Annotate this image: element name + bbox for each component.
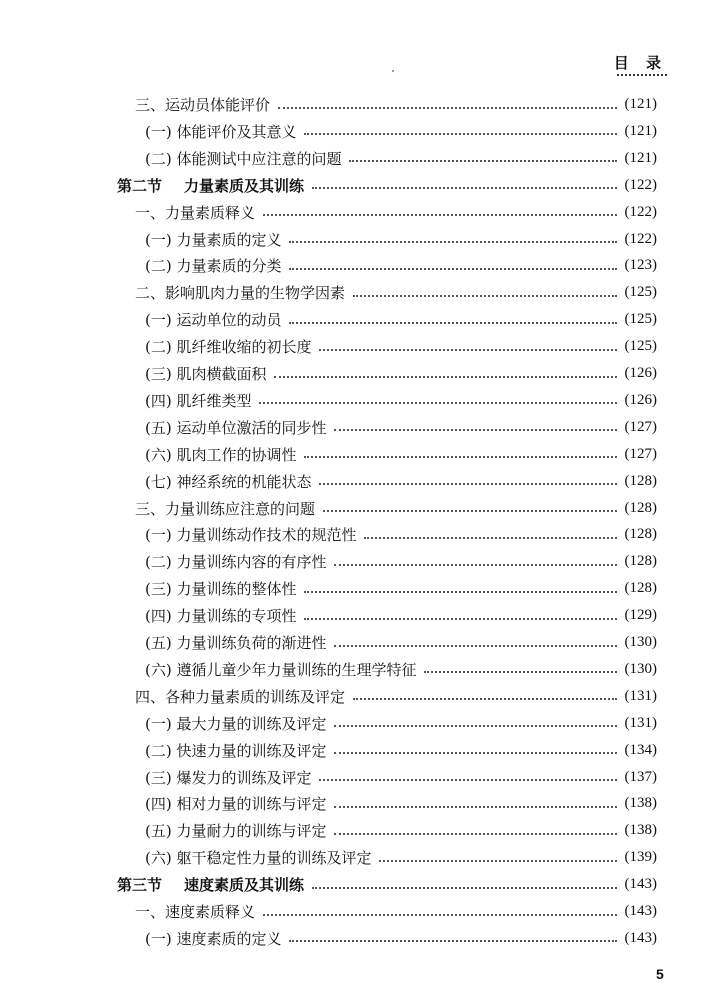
toc-entry — [145, 656, 657, 683]
toc-entry-title — [117, 874, 304, 895]
toc-dot-leader — [319, 349, 616, 351]
toc-entry — [145, 252, 657, 279]
toc-entry-title — [145, 793, 326, 814]
toc-dot-leader — [349, 160, 616, 162]
toc-entry-title — [145, 336, 311, 357]
toc-entry-title — [117, 175, 304, 196]
toc-entry-label: 三、运动员体能评价 — [135, 96, 271, 114]
toc-entry-page: (134) — [624, 741, 657, 758]
toc-entry-page: (127) — [624, 418, 657, 435]
toc-entry — [145, 468, 657, 495]
toc-entry-title — [135, 282, 345, 303]
toc-entry-page: (139) — [624, 849, 657, 866]
toc-entry-title — [145, 713, 326, 734]
toc-entry-title — [145, 740, 326, 761]
toc-dot-leader — [323, 510, 616, 512]
toc-entry — [145, 710, 657, 737]
toc-entry-title — [145, 471, 311, 492]
toc-dot-leader — [353, 698, 616, 700]
toc-entry-label: (四) 力量训练的专项性 — [145, 607, 297, 626]
toc-entry-label: (五) 力量训练负荷的渐进性 — [145, 634, 327, 652]
toc-entry — [145, 387, 657, 414]
toc-entry — [145, 521, 657, 548]
toc-entry-title — [145, 928, 281, 949]
toc-dot-leader — [278, 107, 616, 109]
toc-entry — [145, 306, 657, 333]
toc-entry-page: (138) — [624, 822, 657, 839]
toc-entry-label: 四、各种力量素质的训练及评定 — [135, 687, 346, 706]
toc-entry — [145, 118, 657, 145]
toc-dot-leader — [304, 618, 616, 620]
toc-entry — [135, 279, 657, 306]
toc-entry — [145, 226, 657, 253]
toc-entry-label: 速度素质及其训练 — [184, 876, 305, 895]
toc-entry-label: 一、力量素质释义 — [135, 203, 256, 222]
toc-entry-page: (137) — [624, 768, 657, 785]
toc-entry — [145, 360, 657, 387]
toc-dot-leader — [289, 268, 616, 270]
toc-dot-leader — [259, 402, 616, 404]
toc-entry-title — [135, 94, 270, 115]
toc-dot-leader — [319, 779, 616, 781]
toc-entry-label: (六) 躯干稳定性力量的训练及评定 — [145, 849, 372, 868]
toc-dot-leader — [263, 214, 616, 216]
toc-entry-label: 二、影响肌肉力量的生物学因素 — [135, 284, 346, 303]
toc-entry-page: (143) — [624, 903, 657, 919]
toc-entry-title — [145, 767, 311, 788]
toc-entry-title — [145, 847, 371, 868]
toc-entry-title — [145, 444, 296, 465]
toc-entry-page: (130) — [624, 634, 657, 650]
toc-entry-title — [135, 901, 255, 922]
toc-entry — [135, 683, 657, 710]
toc-entry-title — [145, 309, 281, 330]
toc-entry-label: (五) 运动单位激活的同步性 — [145, 418, 327, 437]
toc-entry — [145, 575, 657, 602]
toc-dot-leader — [304, 456, 616, 458]
toc-entry — [145, 764, 657, 791]
toc-entry-title — [145, 390, 251, 411]
toc-entry-title — [145, 255, 281, 276]
toc-entry-page: (121) — [624, 122, 657, 139]
toc-entry-page: (128) — [624, 553, 657, 570]
toc-entry-page: (125) — [624, 338, 657, 355]
toc-entry-label: 力量素质及其训练 — [184, 176, 305, 195]
toc-section-number: 第二节 — [117, 176, 163, 195]
toc-dot-leader — [304, 591, 616, 593]
toc-entry-label: (一) 运动单位的动员 — [145, 311, 282, 330]
toc-dot-leader — [334, 833, 616, 835]
toc-entry-label: (一) 最大力量的训练及评定 — [145, 714, 327, 733]
toc-entry — [145, 817, 657, 844]
toc-dot-leader — [334, 564, 616, 566]
toc-entry-page: (128) — [624, 580, 657, 597]
toc-entry-page: (138) — [624, 795, 657, 812]
toc-entry-label: (二) 肌纤维收缩的初长度 — [145, 338, 312, 357]
toc-entry-label: 三、力量训练应注意的问题 — [135, 499, 316, 518]
toc-entry-label: (二) 体能测试中应注意的问题 — [145, 149, 342, 168]
toc-entry — [145, 844, 657, 871]
toc-dot-leader — [289, 241, 616, 243]
toc-entry-page: (122) — [624, 176, 657, 193]
toc-entry-title — [135, 498, 315, 519]
toc-entry-title — [145, 820, 326, 841]
toc-entry-label: (三) 肌肉横截面积 — [145, 365, 267, 383]
toc-dot-leader — [379, 860, 616, 862]
toc-entry — [135, 495, 657, 522]
toc-entry-label: (三) 爆发力的训练及评定 — [145, 768, 312, 787]
toc-entry-label: (六) 遵循儿童少年力量训练的生理学特征 — [145, 660, 417, 679]
toc-entry-page: (125) — [624, 311, 657, 328]
toc-entry-label: (六) 肌肉工作的协调性 — [145, 445, 297, 464]
toc-entry-page: (126) — [624, 391, 657, 408]
toc-entry-title — [145, 148, 341, 169]
toc-entry-title — [145, 632, 326, 653]
toc-entry — [117, 172, 657, 199]
toc-entry — [117, 871, 657, 898]
toc-entry-title — [145, 121, 296, 142]
toc-entry — [145, 629, 657, 656]
toc-entry-label: (四) 肌纤维类型 — [145, 391, 252, 410]
toc-dot-leader — [289, 940, 616, 942]
toc-dot-leader — [334, 806, 616, 808]
toc-entry-title — [145, 229, 281, 250]
toc-entry-page: (143) — [624, 929, 657, 946]
toc-entry-page: (125) — [624, 284, 657, 301]
toc-entry-label: (二) 力量训练内容的有序性 — [145, 553, 327, 572]
toc-entry-title — [145, 524, 356, 545]
toc-dot-leader — [312, 187, 616, 189]
toc-section-number: 第三节 — [117, 876, 163, 895]
toc-entry-page: (128) — [624, 472, 657, 489]
toc-entry-label: (二) 力量素质的分类 — [145, 257, 282, 276]
toc-dot-leader — [319, 483, 616, 485]
toc-dot-leader — [424, 671, 616, 673]
toc-entry-page: (121) — [624, 149, 657, 166]
toc-entry — [145, 548, 657, 575]
toc-entry-label: (三) 力量训练的整体性 — [145, 580, 297, 599]
toc-entry-title — [135, 686, 345, 707]
toc-entry — [145, 737, 657, 764]
page-number: 5 — [656, 966, 664, 982]
toc-entry-page: (130) — [624, 660, 657, 677]
toc-entry-page: (128) — [624, 499, 657, 516]
toc-entry-label: (一) 体能评价及其意义 — [145, 122, 297, 141]
toc-entry-label: (一) 力量训练动作技术的规范性 — [145, 526, 357, 545]
toc-entry — [145, 790, 657, 817]
toc-entry — [145, 441, 657, 468]
toc-dot-leader — [334, 752, 616, 754]
toc-entry-page: (129) — [624, 607, 657, 624]
toc-entry-title — [145, 578, 296, 599]
toc-entry-page: (143) — [624, 876, 657, 893]
toc-entry-title — [145, 605, 296, 626]
toc-entry — [135, 898, 657, 925]
toc-entry-page: (126) — [624, 365, 657, 381]
toc-entry-label: (五) 力量耐力的训练与评定 — [145, 822, 327, 841]
toc-entry-page: (121) — [624, 96, 657, 112]
toc-entry-title — [145, 659, 416, 680]
toc-entry — [145, 414, 657, 441]
toc-entry-label: 一、速度素质释义 — [135, 903, 256, 921]
toc-entry-title — [145, 551, 326, 572]
toc-dot-leader — [334, 645, 616, 647]
speck — [392, 70, 394, 72]
toc-entry-page: (122) — [624, 203, 657, 220]
toc-entry-label: (四) 相对力量的训练与评定 — [145, 795, 327, 814]
toc-entry — [135, 91, 657, 118]
toc-entry-page: (122) — [624, 230, 657, 247]
toc-dot-leader — [334, 429, 616, 431]
toc-entry-page: (123) — [624, 257, 657, 274]
toc-dot-leader — [364, 537, 616, 539]
toc-entry-label: (一) 速度素质的定义 — [145, 929, 282, 948]
toc-entry-label: (二) 快速力量的训练及评定 — [145, 741, 327, 760]
toc-dot-leader — [353, 295, 616, 297]
toc-dot-leader — [334, 725, 616, 727]
page-header-title: 目 录 — [613, 54, 667, 72]
toc-entry-page: (127) — [624, 445, 657, 462]
header-rule — [617, 74, 667, 76]
toc-entry — [145, 602, 657, 629]
toc-entry-title — [145, 417, 326, 438]
toc-dot-leader — [274, 376, 616, 378]
toc-dot-leader — [263, 914, 616, 916]
toc-entry — [145, 145, 657, 172]
toc-entry — [145, 925, 657, 952]
toc-entry-title — [145, 363, 266, 384]
toc-dot-leader — [304, 133, 616, 135]
toc-dot-leader — [312, 887, 616, 889]
toc-entry-label: (七) 神经系统的机能状态 — [145, 472, 312, 491]
toc-entry-title — [135, 202, 255, 223]
toc-entry-page: (131) — [624, 687, 657, 704]
toc-entry — [135, 199, 657, 226]
toc-entry-label: (一) 力量素质的定义 — [145, 230, 282, 249]
toc-entry — [145, 333, 657, 360]
toc-entry-page: (128) — [624, 526, 657, 543]
toc-dot-leader — [289, 322, 616, 324]
toc-entry-page: (131) — [624, 714, 657, 731]
